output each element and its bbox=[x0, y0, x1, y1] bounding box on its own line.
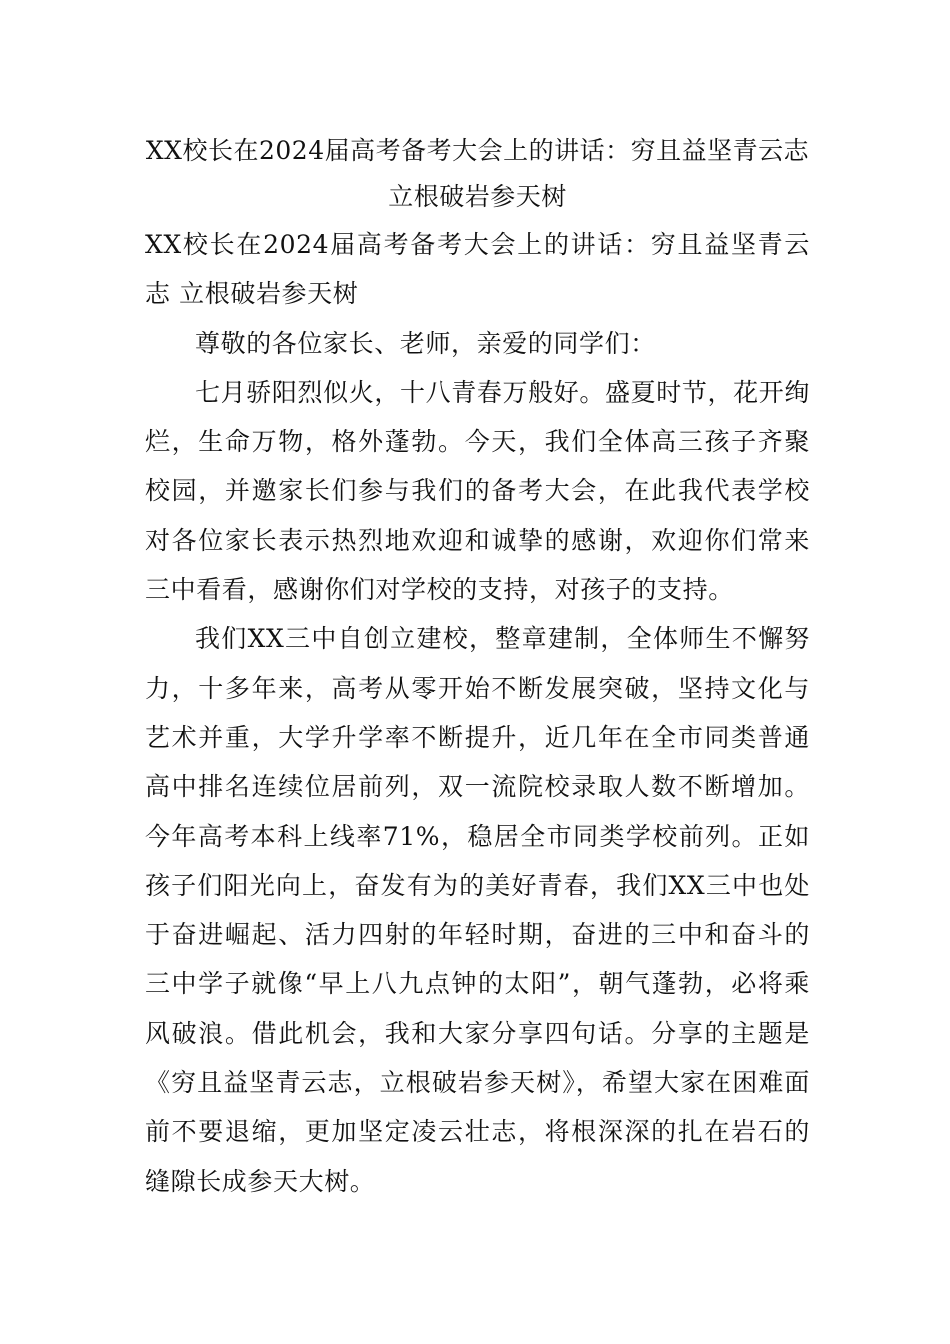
body-paragraph-2: 我们XX三中自创立建校，整章建制，全体师生不懈努力，十多年来，高考从零开始不断发展突破，坚持文化与艺术并重，大学升学率不断提升，近几年在全市同类普通高中排名连续位居前列，双一流院校录取人数不断增加。今年高考本科上线率71%，稳居全市同类学校前列。正如孩子们阳光向上，奋发有为的美好青春，我们XX三中也处于奋进崛起、活力四射的年轻时期，奋进的三中和奋斗的三中学子就像“早上八九点钟的太阳”，朝气蓬勃，必将乘风破浪。借此机会，我和大家分享四句话。分享的主题是《穷且益坚青云志，立根破岩参天树》，希望大家在困难面前不要退缩，更加坚定凌云壮志，将根深深的扎在岩石的缝隙长成参天大树。 bbox=[145, 624, 810, 1196]
document-heading: XX校长在2024届高考备考大会上的讲话：穷且益坚青云志 立根破岩参天树 bbox=[145, 230, 810, 309]
body-paragraph-1: 七月骄阳烈似火，十八青春万般好。盛夏时节，花开绚烂，生命万物，格外蓬勃。今天，我们全体高三孩子齐聚校园，并邀家长们参与我们的备考大会，在此我代表学校对各位家长表示热烈地欢迎和诚挚的感谢，欢迎你们常来三中看看，感谢你们对学校的支持，对孩子的支持。 bbox=[145, 377, 810, 605]
greeting-paragraph: 尊敬的各位家长、老师，亲爱的同学们： bbox=[195, 328, 656, 358]
document-title: XX校长在2024届高考备考大会上的讲话：穷且益坚青云志 立根破岩参天树 bbox=[145, 136, 810, 211]
document-body bbox=[145, 128, 810, 1206]
